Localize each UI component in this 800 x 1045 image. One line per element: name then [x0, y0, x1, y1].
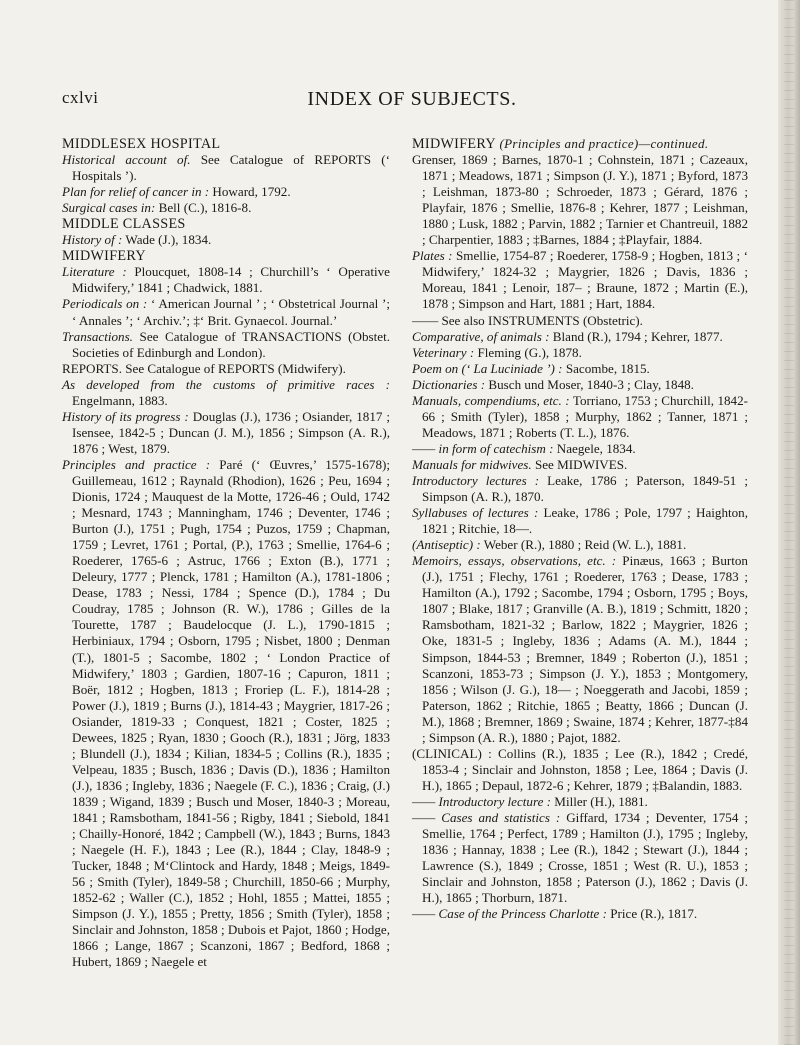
entry-subheading: Principles and practice : — [62, 456, 211, 472]
entry-subheading: Plates : — [412, 248, 453, 264]
entry-references: Bland (R.), 1794 ; Kehrer, 1877. — [549, 328, 723, 344]
entry-subheading: Periodicals on : — [62, 296, 148, 312]
entry-references: Busch und Moser, 1840-3 ; Clay, 1848. — [485, 376, 694, 392]
index-entry — [412, 537, 748, 553]
entry-references: (CLINICAL) : Collins (R.), 1835 ; Lee (R.), 1842 ; Credé, 1853-4 ; Sinclair and Johnston, 1858 ; Lee, 1864 ; Davis (J. H.), 1865 ; Depaul, 1872-6 ; Kehrer, 1879 ; ‡Balandin, 1883. — [412, 745, 748, 793]
entry-references: Miller (H.), 1881. — [551, 793, 648, 809]
entry-references: REPORTS. See Catalogue of REPORTS (Midwifery). — [62, 360, 346, 376]
left-column — [62, 136, 390, 970]
index-entry — [412, 377, 748, 393]
entry-references: Howard, 1792. — [209, 184, 291, 200]
entry-references: Weber (R.), 1880 ; Reid (W. L.), 1881. — [480, 537, 687, 553]
entry-references: Smellie, 1754-87 ; Roederer, 1758-9 ; Hogben, 1813 ; ‘ Midwifery,’ 1824-32 ; Maygrier, 1826 ; Davis, 1836 ; Moreau, 1841 ; Lenoir, 187– ; Braune, 1872 ; Martin (E.), 1878 ; Simpson and Hart, 1881 ; Hart, 1884. — [422, 248, 748, 312]
entry-subheading: Manuals, compendiums, etc. : — [412, 392, 570, 408]
entry-subheading: (Antiseptic) : — [412, 537, 481, 553]
entry-references: See MIDWIVES. — [531, 456, 628, 472]
entry-subheading: History of : — [62, 232, 123, 248]
entry-subheading: Syllabuses of lectures : — [412, 505, 539, 521]
index-entry — [412, 345, 748, 361]
page-number: cxlvi — [62, 88, 99, 107]
index-entry — [412, 393, 748, 441]
index-entry — [412, 906, 748, 922]
entry-subheading: Literature : — [62, 264, 127, 280]
entry-subheading: Veterinary : — [412, 344, 475, 360]
entry-references: See Catalogue of REPORTS (‘ Hospitals ’). — [72, 152, 391, 184]
entry-references: Sacombe, 1815. — [562, 360, 650, 376]
entry-references: Giffard, 1734 ; Deventer, 1754 ; Smellie, 1764 ; Perfect, 1789 ; Hamilton (J.), 1795 ; Ingleby, 1836 ; Hannay, 1838 ; Lee (R.), 1842 ; Stewart (J.), 1844 ; Lawrence (S.), 1849 ; Crosse, 1851 ; West (R. U.), 1853 ; Sinclair and Johnston, 1858 ; Paterson (J.), 1862 ; Davis (J. H.), 1865 ; Thorburn, 1871. — [422, 809, 749, 906]
index-entry — [62, 232, 390, 248]
entry-subheading: Surgical cases in: — [62, 200, 156, 216]
entry-references: Pinæus, 1663 ; Burton (J.), 1751 ; Flechy, 1761 ; Roederer, 1763 ; Dease, 1783 ; Hamilton (A.), 1792 ; Sacombe, 1794 ; Osborn, 1795 ; Boys, 1807 ; Blake, 1817 ; Granville (A. B.), 1819 ; Schmitt, 1820 ; Ramsbotham, 1821-32 ; Barlow, 1822 ; Maygrier, 1826 ; Oke, 1831-5 ; Ingleby, 1836 ; Adams (A. M.), 1844 ; Simpson, 1844-53 ; Bremner, 1849 ; Roberton (J.), 1851 ; Scanzoni, 1853-73 ; Simpson (J. Y.), 1853 ; Montgomery, 1856 ; Wilson (J. G.), 18— ; Noeggerath and Jacobi, 1859 ; Paterson, 1862 ; Ritchie, 1865 ; Beatty, 1866 ; Duncan (J. M.), 1868 ; Bremner, 1869 ; Swaine, 1874 ; Kehrer, 1877-‡84 ; Simpson (A. R.), 1880 ; Pajot, 1882. — [422, 553, 748, 745]
entry-subheading: Dictionaries : — [412, 376, 486, 392]
entry-subheading: —— Case of the Princess Charlotte : — [412, 906, 607, 922]
index-entry — [412, 553, 748, 746]
entry-subheading: Poem on (‘ La Luciniade ’) : — [412, 360, 563, 376]
index-entry — [62, 264, 390, 296]
index-entry — [412, 248, 748, 312]
entry-references: Naegele, 1834. — [553, 440, 636, 456]
entry-references: Engelmann, 1883. — [72, 392, 168, 408]
index-entry — [412, 457, 748, 473]
entry-references: Paré (‘ Œuvres,’ 1575-1678); Guillemeau, 1612 ; Raynald (Rhodion), 1626 ; Peu, 1694 ; Dionis, 1724 ; Mauquest de la Motte, 1726-46 ; Ould, 1742 ; Mesnard, 1743 ; Manningham, 1746 ; Deventer, 1746 ; Burton (J.), 1751 ; Pugh, 1754 ; Puzos, 1759 ; Chapman, 1759 ; Levret, 1761 ; Portal, (P.), 1763 ; Smellie, 1764-6 ; Roederer, 1765-6 ; Astruc, 1766 ; Exton (B.), 1771 ; Deleury, 1777 ; Plenck, 1781 ; Hamilton (A.), 1781-1806 ; Dease, 1783 ; Nessi, 1784 ; Spence (D.), 1784 ; Du Coudray, 1785 ; Johnson (R. W.), 1786 ; Gilles de la Tourette, 1787 ; Baudelocque (J. L.), 1790-1815 ; Herbiniaux, 1794 ; Osborn, 1795 ; Nisbet, 1800 ; Denman (T.), 1801-5 ; Sacombe, 1802 ; ‘ London Practice of Midwifery,’ 1803 ; Gardien, 1807-16 ; Capuron, 1811 ; Boër, 1812 ; Hogben, 1813 ; Froriep (L. F.), 1814-28 ; Power (J.), 1819 ; Burns (J.), 1814-43 ; Maygrier, 1817-26 ; Osiander, 1819-33 ; Conquest, 1821 ; Coster, 1825 ; Dewees, 1825 ; Ryan, 1830 ; Gooch (R.), 1831 ; Jörg, 1833 ; Blundell (J.), 1834 ; Kilian, 1834-5 ; Collins (R.), 1835 ; Velpeau, 1835 ; Busch, 1836 ; Davis (D.), 1836 ; Hamilton (J.), 1836 ; Ingleby, 1836 ; Naegele (F. C.), 1836 ; Craig, (J.) 1839 ; Wigand, 1839 ; Busch und Moser, 1840-3 ; Moreau, 1841 ; Ramsbotham, 1841-56 ; Rigby, 1841 ; Siebold, 1841 ; Chailly-Honoré, 1842 ; Campbell (W.), 1843 ; Burns, 1843 ; Naegele (H. F.), 1843 ; Lee (R.), 1844 ; Clay, 1848-9 ; Tucker, 1848 ; M‘Clintock and Hardy, 1848 ; Meigs, 1849-56 ; Smith (Tyler), 1849-58 ; Churchill, 1850-66 ; Murphy, 1852-62 ; Waller (C.), 1852 ; Hohl, 1855 ; Mattei, 1855 ; Simpson (J. Y.), 1855 ; Pretty, 1856 ; Smith (Tyler), 1858 ; Sinclair and Johnston, 1858 ; Dubois et Pajot, 1860 ; Hodge, 1866 ; Lange, 1867 ; Scanzoni, 1867 ; Bedford, 1868 ; Hubert, 1869 ; Naegele et — [72, 456, 390, 970]
entry-subheading: Memoirs, essays, observations, etc. : — [412, 553, 617, 569]
entry-subheading: Historical account of. — [62, 152, 191, 168]
index-entry — [412, 441, 748, 457]
index-entry — [62, 377, 390, 409]
index-entry — [412, 505, 748, 537]
entry-subheading: History of its progress : — [62, 408, 189, 424]
entry-references: —— See also INSTRUMENTS (Obstetric). — [412, 312, 643, 328]
entry-references: See Catalogue of TRANSACTIONS (Obstet. Societies of Edinburgh and London). — [72, 328, 390, 360]
index-entry — [62, 329, 390, 361]
entry-subheading: As developed from the customs of primitive races : — [62, 376, 390, 392]
index-entry — [62, 184, 390, 200]
heading-text: MIDDLESEX HOSPITAL — [62, 136, 221, 152]
index-heading — [62, 248, 390, 264]
running-title: INDEX OF SUBJECTS. — [307, 88, 517, 110]
entry-subheading: Introductory lectures : — [412, 472, 540, 488]
entry-references: Leake, 1786 ; Pole, 1797 ; Haighton, 1821 ; Ritchie, 18—. — [422, 505, 748, 537]
entry-references: Wade (J.), 1834. — [122, 232, 212, 248]
entry-subheading: —— Cases and statistics : — [412, 809, 561, 825]
heading-suffix: (Principles and practice)—continued. — [495, 136, 709, 151]
index-heading — [62, 136, 390, 152]
entry-references: Torriano, 1753 ; Churchill, 1842-66 ; Smith (Tyler), 1858 ; Murphy, 1862 ; Tanner, 1871 ; Meadows, 1871 ; Roberts (T. L.), 1876. — [422, 392, 748, 440]
entry-references: Price (R.), 1817. — [606, 906, 698, 922]
page-edge-lines — [784, 0, 794, 1045]
entry-references: Bell (C.), 1816-8. — [155, 200, 252, 216]
index-entry — [412, 329, 748, 345]
entry-references: Ploucquet, 1808-14 ; Churchill’s ‘ Operative Midwifery,’ 1841 ; Chadwick, 1881. — [72, 264, 390, 296]
entry-references: Fleming (G.), 1878. — [474, 344, 582, 360]
entry-subheading: Comparative, of animals : — [412, 328, 550, 344]
entry-references: ‘ American Journal ’ ; ‘ Obstetrical Journal ’; ‘ Annales ’; ‘ Archiv.’; ‡‘ Brit. Gynaecol. Journal.’ — [72, 296, 390, 328]
entry-references: Douglas (J.), 1736 ; Osiander, 1817 ; Isensee, 1842-5 ; Duncan (J. M.), 1856 ; Simpson (A. R.), 1876 ; West, 1879. — [72, 408, 390, 456]
page-header — [62, 88, 762, 112]
entry-references: Grenser, 1869 ; Barnes, 1870-1 ; Cohnstein, 1871 ; Cazeaux, 1871 ; Meadows, 1871 ; Simpson (J. Y.), 1871 ; Byford, 1873 ; Leishman, 1873-80 ; Schroeder, 1873 ; Gérard, 1876 ; Playfair, 1876 ; Smellie, 1876-8 ; Kehrer, 1877 ; Leishman, 1880 ; Lusk, 1882 ; Parvin, 1882 ; Tarnier et Chantreuil, 1882 ; Charpentier, 1883 ; ‡Barnes, 1884 ; ‡Playfair, 1884. — [412, 152, 748, 248]
index-entry — [62, 200, 390, 216]
entry-subheading: —— Introductory lecture : — [412, 793, 552, 809]
index-heading — [412, 136, 748, 152]
entry-subheading: Transactions. — [62, 328, 133, 344]
index-entry — [412, 152, 748, 248]
index-entry — [412, 473, 748, 505]
index-entry — [412, 810, 748, 906]
index-entry — [412, 746, 748, 794]
index-heading — [62, 216, 390, 232]
heading-text: MIDDLE CLASSES — [62, 216, 186, 233]
index-entry — [62, 409, 390, 457]
index-entry — [412, 794, 748, 810]
index-entry — [62, 296, 390, 328]
entry-subheading: Plan for relief of cancer in : — [62, 184, 210, 200]
right-column — [412, 136, 748, 922]
index-entry — [62, 361, 390, 377]
index-entry — [412, 313, 748, 329]
index-entry — [412, 361, 748, 377]
heading-text: MIDWIFERY — [412, 136, 496, 152]
entry-references: Leake, 1786 ; Paterson, 1849-51 ; Simpson (A. R.), 1870. — [422, 472, 748, 505]
entry-subheading: —— in form of catechism : — [412, 440, 554, 456]
page-edge — [778, 0, 800, 1045]
index-entry — [62, 152, 390, 184]
heading-text: MIDWIFERY — [62, 248, 146, 265]
entry-subheading: Manuals for midwives. — [412, 456, 532, 472]
index-entry — [62, 457, 390, 971]
